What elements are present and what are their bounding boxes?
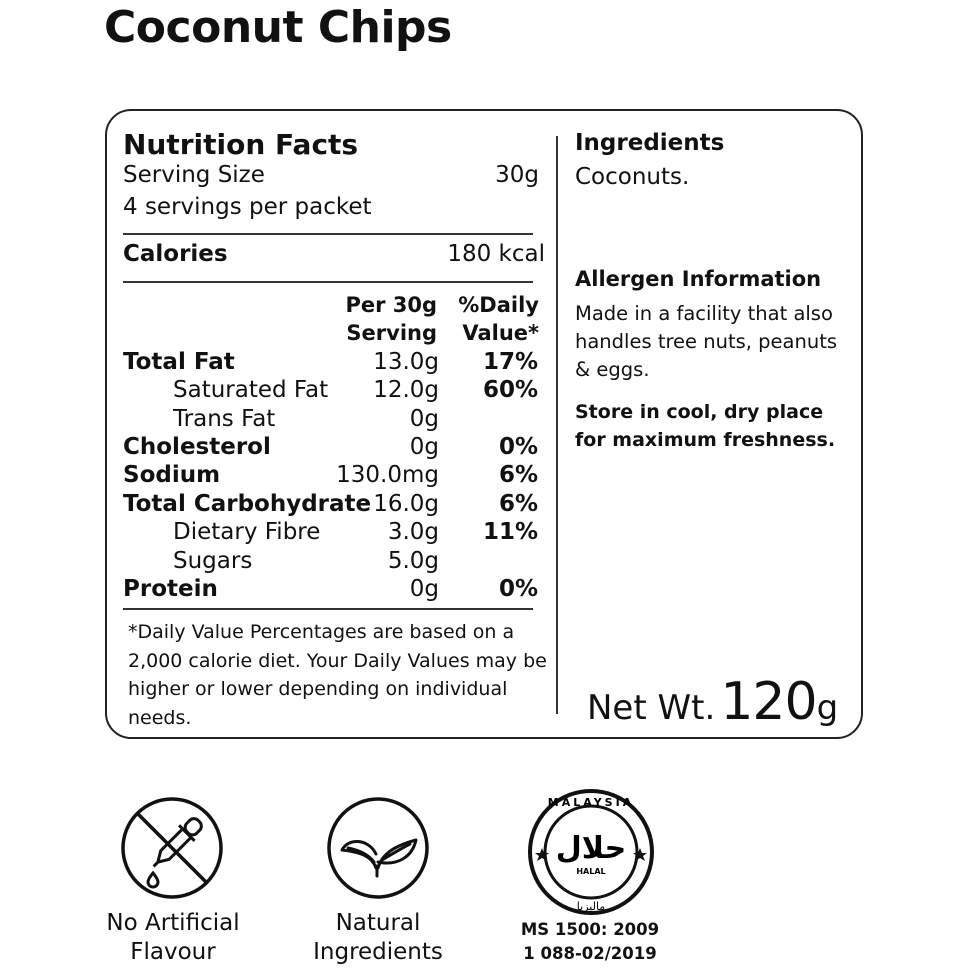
serving-size-value: 30g — [495, 162, 539, 188]
nutrient-row — [123, 548, 543, 576]
rule-after-servings — [123, 233, 533, 235]
nutrient-dv: 11% — [482, 519, 538, 545]
nutrient-name: Sugars — [173, 548, 253, 574]
halal-cert-label — [515, 918, 665, 966]
ingredients-text: Coconuts. — [575, 164, 690, 190]
halal-logo — [527, 788, 655, 916]
nutrient-name: Trans Fat — [173, 406, 276, 432]
serving-size-row — [123, 162, 543, 188]
halal-cert-line1: MS 1500: 2009 — [520, 920, 660, 939]
leaf-icon — [326, 796, 430, 900]
panel-divider — [556, 136, 558, 714]
storage-instructions: Store in cool, dry place for maximum freshness. — [575, 401, 836, 451]
col-daily-value — [450, 291, 539, 347]
col-per-line2: Serving — [346, 321, 437, 345]
nutrient-row — [123, 519, 543, 547]
halal-word: HALAL — [576, 867, 606, 876]
nutrient-dv: 6% — [498, 491, 538, 517]
col-per-line1: Per 30g — [345, 293, 437, 317]
allergen-text: Made in a facility that also handles tree nuts, peanuts & eggs. — [575, 302, 838, 381]
nutrient-dv: 6% — [498, 462, 538, 488]
nutrient-amount: 3.0g — [387, 519, 439, 545]
badge-line2: Ingredients — [313, 939, 443, 965]
ingredients-heading: Ingredients — [575, 130, 725, 156]
daily-value-footnote: *Daily Value Percentages are based on a 2,000 calorie diet. Your Daily Values may be higher or lower depending on individual needs. — [128, 621, 547, 729]
net-weight-value: 120 — [720, 672, 817, 732]
net-weight-label: Net Wt. — [587, 688, 716, 728]
servings-per-packet — [123, 194, 543, 220]
net-weight — [587, 672, 838, 732]
nutrient-name: Sodium — [123, 462, 221, 488]
badge-natural-label — [303, 909, 453, 967]
nutrient-row — [123, 377, 543, 405]
col-dv-line2: Value* — [462, 321, 539, 345]
rule-after-nutrients — [123, 608, 533, 610]
nutrient-amount: 0g — [409, 576, 439, 602]
rule-after-calories — [123, 281, 533, 283]
nutrient-name: Protein — [123, 576, 218, 602]
nutrient-name: Dietary Fibre — [173, 519, 321, 545]
nutrient-name: Saturated Fat — [173, 377, 329, 403]
nutrient-row — [123, 491, 543, 519]
halal-cert-line2: 1 088-02/2019 — [523, 944, 657, 963]
nutrient-name: Total Fat — [123, 349, 235, 375]
nutrient-amount: 130.0mg — [336, 462, 439, 488]
serving-size-label: Serving Size — [123, 162, 265, 188]
badge-line1: Natural — [335, 910, 421, 936]
nutrient-dv: 0% — [498, 434, 538, 460]
nutrient-amount: 12.0g — [373, 377, 439, 403]
badge-line1: No Artificial — [106, 910, 240, 936]
product-title: Coconut Chips — [104, 2, 452, 53]
nutrient-amount: 13.0g — [373, 349, 439, 375]
badge-line2: Flavour — [130, 939, 216, 965]
nutrient-dv: 17% — [482, 349, 538, 375]
nutrient-name: Cholesterol — [123, 434, 271, 460]
calories-label: Calories — [123, 241, 228, 267]
nutrient-dv: 0% — [498, 576, 538, 602]
no-dropper-icon — [120, 796, 224, 900]
net-weight-unit: g — [816, 688, 839, 728]
nutrient-name: Total Carbohydrate — [123, 491, 372, 517]
nutrient-amount: 0g — [409, 434, 439, 460]
nutrient-row — [123, 349, 543, 377]
nutrient-dv: 60% — [482, 377, 538, 403]
servings-text: 4 servings per packet — [123, 194, 372, 220]
nutrient-row — [123, 576, 543, 604]
col-dv-line1: %Daily — [458, 293, 539, 317]
nutrient-amount: 5.0g — [387, 548, 439, 574]
nutrient-amount: 0g — [409, 406, 439, 432]
halal-seal-country: MALAYSIA — [547, 796, 635, 809]
calories-value: 180 kcal — [447, 241, 545, 267]
badge-no-artificial-label — [98, 909, 248, 967]
nutrient-amount: 16.0g — [373, 491, 439, 517]
nutrition-heading: Nutrition Facts — [123, 128, 359, 161]
allergen-heading: Allergen Information — [575, 267, 822, 291]
halal-seal-arabic-bottom: ماليزيا — [576, 900, 606, 913]
col-per-serving — [340, 291, 437, 347]
halal-arabic: حلال — [555, 831, 627, 866]
calories-row — [123, 241, 543, 267]
nutrient-row — [123, 434, 543, 462]
nutrient-row — [123, 406, 543, 434]
nutrient-row — [123, 462, 543, 490]
